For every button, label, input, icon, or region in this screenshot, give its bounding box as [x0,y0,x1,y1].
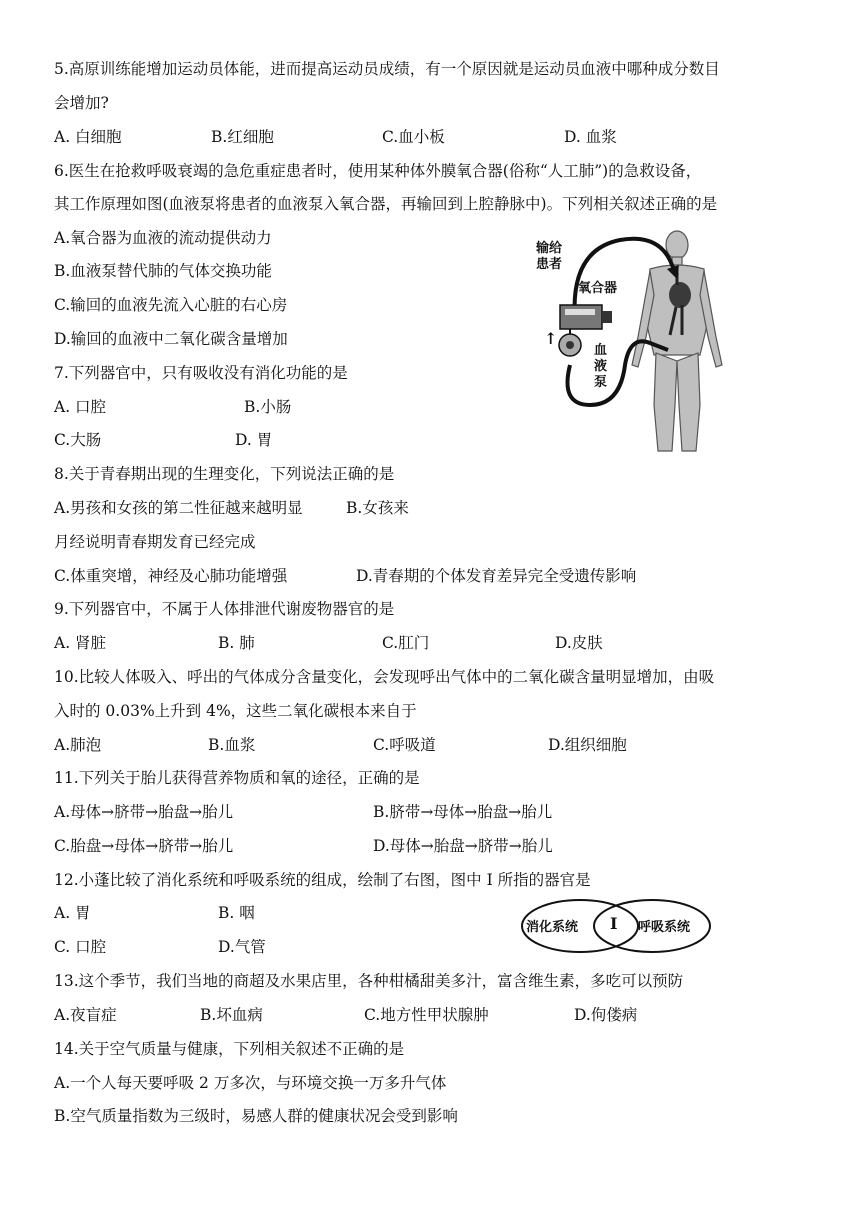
q6-option-c: C.输回的血液先流入心脏的右心房 [54,296,288,314]
venn-left-label: 消化系统 [526,920,579,935]
q6-option-a: A.氧合器为血液的流动提供动力 [54,229,272,247]
q7-option-a: A. 口腔 [54,398,107,416]
blood-pump-icon [559,329,581,356]
q5-option-a: A. 白细胞 [54,128,122,146]
q5-option-b: B.红细胞 [211,128,274,146]
q10-option-d: D.组织细胞 [548,736,627,754]
q7-stem: 7.下列器官中，只有吸收没有消化功能的是 [54,364,348,382]
ecmo-label-pump-2: 液 [594,359,608,374]
venn-diagram [518,896,714,956]
ecmo-label-pump-3: 泵 [594,375,608,390]
q14-option-b: B.空气质量指数为三级时，易感人群的健康状况会受到影响 [54,1107,458,1125]
q12-option-c: C. 口腔 [54,938,107,956]
q13-option-c: C.地方性甲状腺肿 [364,1006,489,1024]
q7-option-d: D. 胃 [235,431,273,449]
ecmo-label-pump-1: 血 [594,343,608,358]
q10-option-a: A.肺泡 [54,736,102,754]
q9-option-c: C.肛门 [382,634,430,652]
venn-right-label: 呼吸系统 [638,920,691,935]
q12-stem: 12.小蓬比较了消化系统和呼吸系统的组成，绘制了右图，图中 I 所指的器官是 [54,871,591,889]
ecmo-label-return-line1: 输给 [536,241,563,256]
q6-option-d: D.输回的血液中二氧化碳含量增加 [54,330,288,348]
q11-option-a: A.母体→脐带→胎盘→胎儿 [54,803,234,821]
oxygenator-icon [560,305,612,329]
ecmo-label-oxygenator: 氧合器 [578,281,618,296]
venn-middle-label: I [610,914,618,933]
q11-option-c: C.胎盘→母体→脐带→胎儿 [54,837,234,855]
q5-stem-line1: 5.高原训练能增加运动员体能，进而提高运动员成绩，有一个原因就是运动员血液中哪种成分数目 [54,60,720,78]
q5-stem-line2: 会增加? [54,94,109,112]
q8-option-b-part1: B.女孩来 [346,499,409,517]
q12-option-a: A. 胃 [54,904,91,922]
q6-stem-line2: 其工作原理如图(血液泵将患者的血液泵入氧合器，再输回到上腔静脉中)。下列相关叙述正确的是 [54,195,718,213]
q11-stem: 11.下列关于胎儿获得营养物质和氧的途径，正确的是 [54,769,420,787]
q8-stem: 8.关于青春期出现的生理变化，下列说法正确的是 [54,465,395,483]
q14-option-a: A.一个人每天要呼吸 2 万多次，与环境交换一万多升气体 [54,1074,447,1092]
ecmo-up-arrow: ↑ [544,329,558,348]
q12-option-d: D.气管 [218,938,266,956]
q9-option-a: A. 肾脏 [54,634,107,652]
q8-option-d: D.青春期的个体发育差异完全受遗传影响 [356,567,637,585]
q12-option-b: B. 咽 [218,904,255,922]
q7-option-c: C.大肠 [54,431,102,449]
ecmo-label-pump [594,343,607,391]
q11-option-b: B.脐带→母体→胎盘→胎儿 [373,803,553,821]
q13-option-b: B.坏血病 [200,1006,263,1024]
q5-option-d: D. 血浆 [564,128,617,146]
q11-option-d: D.母体→胎盘→脐带→胎儿 [373,837,553,855]
ecmo-label-return-line2: 患者 [536,257,563,272]
q7-option-b: B.小肠 [244,398,292,416]
q14-stem: 14.关于空气质量与健康，下列相关叙述不正确的是 [54,1040,405,1058]
q5-option-c: C.血小板 [382,128,445,146]
q6-option-b: B.血液泵替代肺的气体交换功能 [54,262,272,280]
q8-option-a: A.男孩和女孩的第二性征越来越明显 [54,499,303,517]
q9-stem: 9.下列器官中，不属于人体排泄代谢废物器官的是 [54,600,395,618]
heart-icon [669,282,691,308]
q10-stem-line1: 10.比较人体吸入、呼出的气体成分含量变化，会发现呼出气体中的二氧化碳含量明显增加，由吸 [54,668,715,686]
q10-stem-line2: 入时的 0.03%上升到 4%，这些二氧化碳根本来自于 [54,702,417,720]
ecmo-label-return [536,241,562,273]
q13-option-a: A.夜盲症 [54,1006,117,1024]
q13-stem: 13.这个季节，我们当地的商超及水果店里，各种柑橘甜美多汁，富含维生素，多吃可以预防 [54,972,684,990]
q13-option-d: D.佝偻病 [574,1006,638,1024]
q9-option-d: D.皮肤 [555,634,603,652]
q8-option-c: C.体重突增，神经及心肺功能增强 [54,567,288,585]
q8-option-b-part2: 月经说明青春期发育已经完成 [54,533,256,551]
ecmo-figure [530,225,730,460]
q6-stem-line1: 6.医生在抢救呼吸衰竭的急危重症患者时，使用某种体外膜氧合器(俗称“人工肺”)的急救设备， [54,162,702,180]
q10-option-b: B.血浆 [208,736,256,754]
q9-option-b: B. 肺 [218,634,255,652]
q10-option-c: C.呼吸道 [373,736,436,754]
